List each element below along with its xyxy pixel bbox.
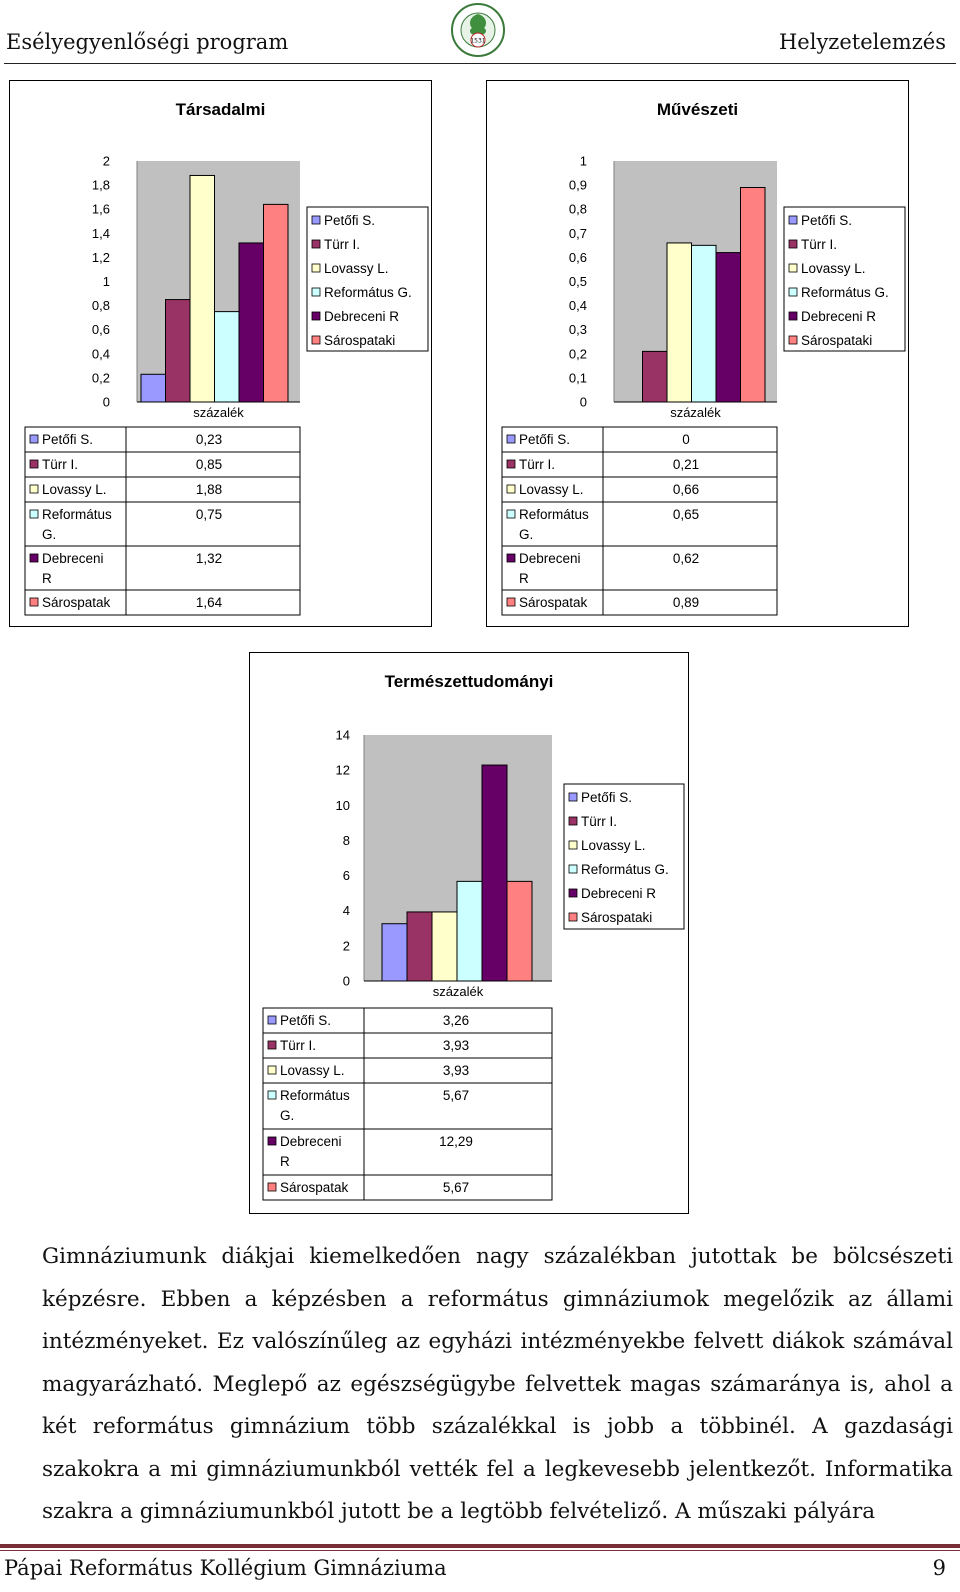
y-tick-label: 0,2 (91, 370, 110, 386)
table-value-turr-i: 0,85 (195, 457, 223, 472)
chart-muveszeti (486, 80, 909, 627)
y-tick-label: 0,1 (568, 370, 587, 386)
legend-label-reformatus-g: Református G. (581, 862, 669, 877)
table-swatch-petofi-s (507, 435, 515, 443)
table-name-debreceni-r: R (280, 1154, 290, 1169)
legend-label-lovassy-l: Lovassy L. (324, 261, 389, 276)
bar-debreceni-r (482, 765, 507, 981)
bar-petofi-s (141, 374, 166, 402)
table-swatch-debreceni-r (268, 1137, 276, 1145)
data-table-border (263, 1008, 552, 1200)
bar-turr-i (407, 912, 432, 981)
table-swatch-reformatus-g (507, 510, 515, 518)
body-paragraph: Gimnáziumunk diákjai kiemelkedően nagy százalékban jutottak be bölcsészeti képzésre. Ebben a képzésben a református gimnáziumok megelőzik az állami intézményeket. Ez valószínűleg az egyházi intézményekbe felvett diákok számával magyarázható. Meglepő az egészségügybe felvettek magas számaránya is, ahol a két református gimnázium több százalékkal is jobb a többinél. A gazdasági szakokra a mi gimnáziumunkból vették fel a legkevesebb jelentkezőt. Informatika szakra a gimnáziumunkból jutott be a legtöbb felvételiző. A műszaki pályára (42, 1244, 953, 1524)
y-tick-label: 1,2 (91, 249, 110, 265)
legend-swatch-turr-i (569, 817, 577, 825)
legend-swatch-petofi-s (569, 793, 577, 801)
table-value-sarospataki: 1,64 (195, 595, 223, 610)
table-swatch-petofi-s (268, 1016, 276, 1024)
table-value-petofi-s: 3,26 (442, 1013, 470, 1028)
legend-swatch-lovassy-l (569, 841, 577, 849)
legend-label-lovassy-l: Lovassy L. (801, 261, 866, 276)
table-name-lovassy-l: Lovassy L. (519, 482, 584, 497)
table-name-sarospataki: Sárospatak (42, 595, 111, 610)
footer-rule-thin (0, 1550, 960, 1551)
y-tick-label: 0 (579, 394, 587, 410)
y-tick-label: 0,7 (568, 225, 587, 241)
table-value-sarospataki: 0,89 (672, 595, 700, 610)
header-section: Helyzetelemzés (778, 30, 946, 54)
y-tick-label: 0,5 (568, 274, 587, 289)
table-name-petofi-s: Petőfi S. (519, 432, 571, 447)
legend-label-debreceni-r: Debreceni R (581, 886, 657, 901)
table-swatch-petofi-s (30, 435, 38, 443)
legend-label-petofi-s: Petőfi S. (801, 213, 853, 228)
header-title: Esélyegyenlőségi program (6, 30, 289, 54)
legend-label-turr-i: Türr I. (324, 237, 360, 252)
y-tick-label: 1,8 (91, 177, 110, 193)
chart-title: Művészeti (656, 100, 739, 119)
y-tick-label: 0,2 (568, 346, 587, 362)
body-text (42, 1236, 953, 1534)
chart-termeszettudomanyi-svg (250, 653, 688, 1213)
legend-swatch-sarospataki (312, 336, 320, 344)
y-tick-label: 10 (335, 797, 350, 813)
legend-label-reformatus-g: Református G. (324, 285, 412, 300)
table-value-debreceni-r: 0,62 (672, 551, 700, 566)
bar-debreceni-r (716, 253, 741, 402)
table-value-turr-i: 0,21 (672, 457, 700, 472)
legend-label-debreceni-r: Debreceni R (324, 309, 400, 324)
table-name-reformatus-g: G. (42, 527, 57, 542)
table-name-debreceni-r: Debreceni (519, 551, 581, 566)
table-name-sarospataki: Sárospatak (280, 1180, 349, 1195)
y-tick-label: 0,8 (91, 298, 110, 314)
table-name-turr-i: Türr I. (280, 1038, 316, 1053)
table-name-debreceni-r: Debreceni (280, 1134, 342, 1149)
legend-swatch-lovassy-l (789, 264, 797, 272)
bar-reformatus-g (692, 245, 717, 402)
legend-label-sarospataki: Sárospataki (801, 333, 873, 348)
y-tick-label: 0,4 (568, 298, 587, 314)
x-category-label: százalék (670, 405, 721, 420)
table-value-debreceni-r: 1,32 (195, 551, 223, 566)
table-swatch-debreceni-r (507, 554, 515, 562)
college-logo (450, 2, 506, 58)
legend-swatch-reformatus-g (569, 865, 577, 873)
table-swatch-turr-i (268, 1041, 276, 1049)
legend-swatch-petofi-s (789, 216, 797, 224)
y-tick-label: 0,9 (568, 177, 587, 193)
table-name-petofi-s: Petőfi S. (42, 432, 94, 447)
legend-box (784, 207, 905, 351)
table-name-reformatus-g: G. (519, 527, 534, 542)
y-tick-label: 4 (342, 903, 350, 919)
table-name-turr-i: Türr I. (42, 457, 78, 472)
legend-swatch-debreceni-r (789, 312, 797, 320)
legend-swatch-debreceni-r (312, 312, 320, 320)
footer-school-name: Pápai Református Kollégium Gimnáziuma (4, 1556, 447, 1580)
chart-tarsadalmi-svg (10, 81, 431, 626)
table-name-reformatus-g: Református (519, 507, 589, 522)
table-value-reformatus-g: 5,67 (442, 1088, 470, 1103)
chart-title: Társadalmi (175, 100, 266, 119)
bar-sarospataki (741, 188, 766, 402)
table-swatch-sarospataki (30, 598, 38, 606)
table-name-debreceni-r: Debreceni (42, 551, 104, 566)
legend-swatch-sarospataki (569, 913, 577, 921)
y-tick-label: 2 (342, 938, 350, 954)
y-tick-label: 6 (342, 868, 350, 884)
y-tick-label: 0,4 (91, 346, 110, 362)
chart-termeszettudomanyi (249, 652, 689, 1214)
bar-sarospataki (507, 881, 532, 981)
y-tick-label: 8 (342, 832, 350, 848)
table-swatch-turr-i (30, 460, 38, 468)
x-category-label: százalék (193, 405, 244, 420)
table-swatch-sarospataki (268, 1183, 276, 1191)
bar-petofi-s (382, 924, 407, 981)
footer-rule-thick (0, 1544, 960, 1548)
legend-box (307, 207, 428, 351)
bar-lovassy-l (667, 243, 692, 402)
legend-swatch-turr-i (789, 240, 797, 248)
bar-sarospataki (264, 204, 289, 402)
table-name-lovassy-l: Lovassy L. (42, 482, 107, 497)
legend-label-debreceni-r: Debreceni R (801, 309, 877, 324)
table-swatch-reformatus-g (30, 510, 38, 518)
bar-reformatus-g (457, 881, 482, 981)
table-swatch-lovassy-l (507, 485, 515, 493)
header-rule (4, 63, 956, 64)
chart-muveszeti-svg (487, 81, 908, 626)
legend-label-reformatus-g: Református G. (801, 285, 889, 300)
legend-swatch-lovassy-l (312, 264, 320, 272)
legend-swatch-reformatus-g (312, 288, 320, 296)
y-tick-label: 0,6 (568, 249, 587, 265)
legend-label-petofi-s: Petőfi S. (581, 790, 633, 805)
table-name-lovassy-l: Lovassy L. (280, 1063, 345, 1078)
y-tick-label: 0 (342, 973, 350, 989)
legend-label-turr-i: Türr I. (801, 237, 837, 252)
legend-swatch-reformatus-g (789, 288, 797, 296)
table-swatch-debreceni-r (30, 554, 38, 562)
y-tick-label: 2 (102, 153, 110, 169)
table-swatch-reformatus-g (268, 1091, 276, 1099)
table-name-debreceni-r: R (519, 571, 529, 586)
bar-lovassy-l (432, 912, 457, 981)
table-swatch-lovassy-l (268, 1066, 276, 1074)
legend-swatch-petofi-s (312, 216, 320, 224)
y-tick-label: 12 (335, 762, 350, 778)
table-value-reformatus-g: 0,75 (195, 507, 223, 522)
bar-debreceni-r (239, 243, 264, 402)
y-tick-label: 0 (102, 394, 110, 410)
legend-box (564, 784, 684, 929)
legend-label-turr-i: Türr I. (581, 814, 617, 829)
table-value-lovassy-l: 1,88 (195, 482, 223, 497)
page-number: 9 (932, 1556, 946, 1580)
table-value-petofi-s: 0 (682, 432, 690, 447)
table-value-sarospataki: 5,67 (442, 1180, 470, 1195)
table-value-debreceni-r: 12,29 (439, 1134, 473, 1149)
legend-swatch-sarospataki (789, 336, 797, 344)
bar-turr-i (643, 351, 668, 402)
table-name-sarospataki: Sárospatak (519, 595, 588, 610)
legend-label-sarospataki: Sárospataki (324, 333, 396, 348)
table-name-turr-i: Türr I. (519, 457, 555, 472)
table-name-reformatus-g: G. (280, 1108, 295, 1123)
table-name-petofi-s: Petőfi S. (280, 1013, 332, 1028)
legend-label-petofi-s: Petőfi S. (324, 213, 376, 228)
chart-tarsadalmi (9, 80, 432, 627)
bar-lovassy-l (190, 175, 215, 402)
y-tick-label: 1 (102, 274, 110, 289)
svg-text:1531: 1531 (470, 37, 486, 45)
y-tick-label: 1,4 (91, 225, 110, 241)
bar-reformatus-g (215, 312, 240, 402)
table-value-reformatus-g: 0,65 (672, 507, 700, 522)
y-tick-label: 14 (335, 727, 350, 743)
legend-swatch-debreceni-r (569, 889, 577, 897)
table-value-lovassy-l: 0,66 (672, 482, 700, 497)
table-name-reformatus-g: Református (42, 507, 112, 522)
chart-title: Természettudományi (384, 672, 554, 691)
table-value-petofi-s: 0,23 (195, 432, 223, 447)
table-value-lovassy-l: 3,93 (442, 1063, 470, 1078)
x-category-label: százalék (432, 984, 484, 999)
y-tick-label: 0,3 (568, 322, 587, 338)
table-value-turr-i: 3,93 (442, 1038, 470, 1053)
table-swatch-turr-i (507, 460, 515, 468)
y-tick-label: 1,6 (91, 201, 110, 217)
bar-turr-i (166, 300, 191, 402)
legend-swatch-turr-i (312, 240, 320, 248)
legend-label-lovassy-l: Lovassy L. (581, 838, 646, 853)
y-tick-label: 1 (579, 153, 587, 169)
y-tick-label: 0,6 (91, 322, 110, 338)
legend-label-sarospataki: Sárospataki (581, 910, 653, 925)
table-swatch-sarospataki (507, 598, 515, 606)
table-name-debreceni-r: R (42, 571, 52, 586)
table-name-reformatus-g: Református (280, 1088, 350, 1103)
y-tick-label: 0,8 (568, 201, 587, 217)
table-swatch-lovassy-l (30, 485, 38, 493)
